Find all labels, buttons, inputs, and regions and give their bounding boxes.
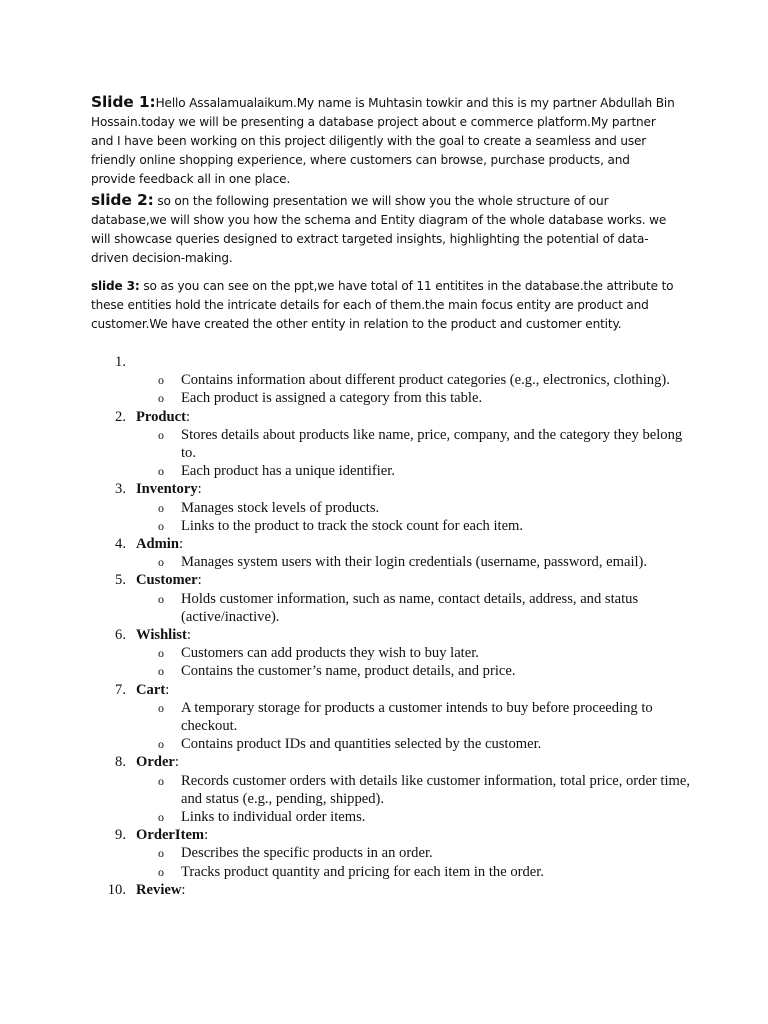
bullet-marker-icon: o xyxy=(158,518,164,533)
bullet-text: A temporary storage for products a customer intends to buy before proceeding to checkout. xyxy=(181,699,653,734)
list-item-heading xyxy=(100,480,690,498)
list-item-heading xyxy=(100,535,690,553)
entity-heading xyxy=(136,881,185,899)
list-item-heading xyxy=(100,826,690,844)
slide-3-label: slide 3: xyxy=(91,279,140,293)
list-bullet-item xyxy=(100,772,690,808)
slide-3-text: so as you can see on the ppt,we have total of 11 entitites in the database.the attribute to these entities hold the intricate details for each of them.the main focus entity are product and customer.We have created the other entity in relation to the product and customer entity. xyxy=(91,279,674,331)
bullet-marker-icon: o xyxy=(158,664,164,679)
list-bullet-item xyxy=(100,462,690,480)
slide-1-text: Hello Assalamualaikum.My name is Muhtasin towkir and this is my partner Abdullah Bin Hossain.today we will be presenting a database project about e commerce platform.My partner and I have been working on this project diligently with the goal to create a seamless and user friendly online shopping experience, where customers can browse, purchase products, and provide feedback all in one place. xyxy=(91,96,675,186)
list-bullet-item xyxy=(100,389,690,407)
list-bullet-item xyxy=(100,735,690,753)
entity-colon: : xyxy=(181,881,186,898)
bullet-text: Each product is assigned a category from this table. xyxy=(181,390,483,407)
entity-heading xyxy=(136,535,183,553)
entity-heading xyxy=(136,408,190,426)
list-item-heading xyxy=(100,353,690,371)
list-item-number: 7. xyxy=(115,681,126,698)
entity-name: Inventory xyxy=(136,481,198,498)
entity-colon: : xyxy=(186,626,191,643)
entity-colon: : xyxy=(165,681,170,698)
entity-colon: : xyxy=(197,572,202,589)
slide-2-text: so on the following presentation we will show you the whole structure of our database,we will show you how the schema and Entity diagram of the whole database works. we will showcase queries designed to extract targeted insights, highlighting the potential of data-driven decision-making. xyxy=(91,194,667,265)
bullet-marker-icon: o xyxy=(158,591,164,606)
list-bullet-item xyxy=(100,662,690,680)
bullet-marker-icon: o xyxy=(158,373,164,388)
list-item-number: 3. xyxy=(115,481,126,498)
list-item-heading xyxy=(100,753,690,771)
entity-colon: : xyxy=(186,408,191,425)
entity-name: Review xyxy=(136,881,182,898)
entity-heading xyxy=(136,753,179,771)
list-item-heading xyxy=(100,626,690,644)
list-bullet-item xyxy=(100,844,690,862)
bullet-text: Contains product IDs and quantities selected by the customer. xyxy=(181,736,542,753)
entity-name: Cart xyxy=(136,681,166,698)
list-bullet-item xyxy=(100,553,690,571)
bullet-text: Each product has a unique identifier. xyxy=(181,463,395,480)
entity-heading xyxy=(136,681,169,699)
bullet-marker-icon: o xyxy=(158,555,164,570)
entity-name: Customer xyxy=(136,572,198,589)
entity-colon: : xyxy=(197,481,202,498)
bullet-text: Manages stock levels of products. xyxy=(181,499,380,516)
entity-heading xyxy=(136,480,202,498)
list-bullet-item xyxy=(100,644,690,662)
list-item-heading xyxy=(100,881,690,899)
entity-name: Order xyxy=(136,754,175,771)
bullet-text: Stores details about products like name, price, company, and the category they belong to. xyxy=(181,426,683,461)
bullet-text: Links to individual order items. xyxy=(181,808,366,825)
entity-colon: : xyxy=(174,754,179,771)
slide-2-label: slide 2: xyxy=(91,191,154,209)
bullet-marker-icon: o xyxy=(158,773,164,788)
bullet-marker-icon: o xyxy=(158,464,164,479)
list-bullet-item xyxy=(100,371,690,389)
bullet-marker-icon: o xyxy=(158,737,164,752)
list-item-number: 9. xyxy=(115,827,126,844)
list-bullet-item xyxy=(100,590,690,626)
list-item-number: 2. xyxy=(115,408,126,425)
bullet-text: Customers can add products they wish to buy later. xyxy=(181,645,479,662)
bullet-text: Links to the product to track the stock count for each item. xyxy=(181,517,524,534)
list-bullet-item xyxy=(100,499,690,517)
list-item-heading xyxy=(100,681,690,699)
list-bullet-item xyxy=(100,808,690,826)
bullet-marker-icon: o xyxy=(158,427,164,442)
bullet-text: Manages system users with their login credentials (username, password, email). xyxy=(181,554,648,571)
list-item-number: 1. xyxy=(115,354,126,370)
bullet-text: Contains information about different product categories (e.g., electronics, clothing). xyxy=(181,372,670,389)
entity-name: Wishlist xyxy=(136,626,187,643)
list-bullet-item xyxy=(100,517,690,535)
entity-colon: : xyxy=(178,535,184,552)
entity-heading xyxy=(136,826,208,844)
list-item-number: 8. xyxy=(115,754,126,771)
bullet-text: Records customer orders with details like customer information, total price, order time, and status (e.g., pending, shipped). xyxy=(181,772,691,807)
list-item-number: 5. xyxy=(115,572,126,589)
bullet-marker-icon: o xyxy=(158,809,164,824)
list-item-number: 6. xyxy=(115,626,126,643)
list-item-number: 4. xyxy=(115,535,126,552)
bullet-marker-icon: o xyxy=(158,700,164,715)
slide-1-label: Slide 1: xyxy=(91,93,156,111)
bullet-text: Holds customer information, such as name, contact details, address, and status (active/inactive). xyxy=(181,590,639,625)
bullet-marker-icon: o xyxy=(158,500,164,515)
slide-3-paragraph xyxy=(91,277,676,334)
bullet-marker-icon: o xyxy=(158,391,164,406)
bullet-text: Tracks product quantity and pricing for each item in the order. xyxy=(181,863,544,880)
bullet-text: Contains the customer’s name, product details, and price. xyxy=(181,663,516,680)
entity-heading xyxy=(136,571,202,589)
entity-name: Product xyxy=(136,408,186,425)
bullet-text: Describes the specific products in an order. xyxy=(181,845,433,862)
entity-name: Admin xyxy=(136,535,179,552)
list-bullet-item xyxy=(100,699,690,735)
entity-list xyxy=(100,353,690,899)
list-item-heading xyxy=(100,571,690,589)
slide-2-paragraph xyxy=(91,191,676,268)
entity-heading xyxy=(136,626,191,644)
list-bullet-item xyxy=(100,426,690,462)
list-item-heading xyxy=(100,408,690,426)
list-bullet-item xyxy=(100,863,690,881)
bullet-marker-icon: o xyxy=(158,846,164,861)
list-item-number: 10. xyxy=(107,881,126,898)
slide-1-paragraph xyxy=(91,93,676,189)
bullet-marker-icon: o xyxy=(158,864,164,879)
entity-name: OrderItem xyxy=(136,827,205,844)
entity-colon: : xyxy=(204,827,209,844)
bullet-marker-icon: o xyxy=(158,646,164,661)
